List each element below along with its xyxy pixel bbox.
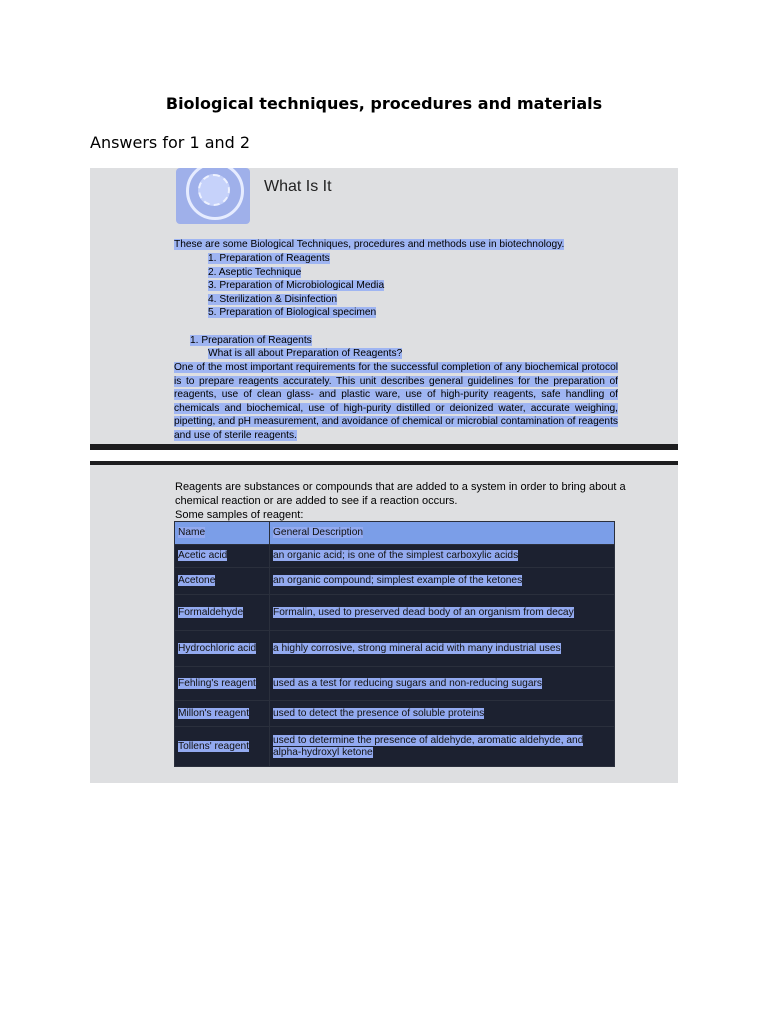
reagent-description: used to determine the presence of aldehyde, aromatic aldehyde, and alpha-hydroxyl ketone <box>270 727 615 767</box>
list-item: 4. Sterilization & Disinfection <box>208 293 338 305</box>
reagent-description: an organic acid; is one of the simplest carboxylic acids <box>270 545 615 568</box>
reagent-name: Millon's reagent <box>175 701 270 727</box>
list-item: 2. Aseptic Technique <box>208 266 302 278</box>
table-row <box>175 727 615 767</box>
document-title: Biological techniques, procedures and materials <box>165 94 603 113</box>
table-row <box>175 667 615 701</box>
reagent-description: used to detect the presence of soluble proteins <box>270 701 615 727</box>
reagent-name: Acetic acid <box>175 545 270 568</box>
table-row <box>175 595 615 631</box>
reagent-description: Formalin, used to preserved dead body of an organism from decay <box>270 595 615 631</box>
reagent-name: Acetone <box>175 568 270 595</box>
subsection-question: What is all about Preparation of Reagents? <box>208 348 403 359</box>
column-header-name: Name <box>175 522 270 545</box>
reagent-description: a highly corrosive, strong mineral acid with many industrial uses <box>270 631 615 667</box>
list-item: 3. Preparation of Microbiological Media <box>208 280 385 291</box>
reagent-description: an organic compound; simplest example of the ketones <box>270 568 615 595</box>
preparation-paragraph: One of the most important requirements for the successful completion of any biochemical protocol is to prepare reagents accurately. This unit describes general guidelines for the preparation of reagents, use of clean glass- and plastic ware, use of high-purity reagents, safe handling of chemicals and biochemical, use of high-purity distilled or deionized water, accurate weighing, pipetting, and pH measurement, and avoidance of chemical or microbial contamination of reagents and use of sterile reagents. <box>174 362 618 441</box>
samples-label: Some samples of reagent: <box>175 509 304 521</box>
document-subtitle: Answers for 1 and 2 <box>90 133 251 152</box>
list-item: 1. Preparation of Reagents <box>208 253 330 264</box>
table-row <box>175 568 615 595</box>
intro-text: These are some Biological Techniques, procedures and methods use in biotechnology. <box>174 239 565 250</box>
section-heading: What Is It <box>264 178 332 195</box>
table-header-row <box>175 522 615 545</box>
subsection-heading: 1. Preparation of Reagents <box>190 335 312 346</box>
screenshot-what-is-it <box>90 168 678 450</box>
reagent-name: Formaldehyde <box>175 595 270 631</box>
table-row <box>175 545 615 568</box>
reagent-description: used as a test for reducing sugars and non-reducing sugars <box>270 667 615 701</box>
divider-bar <box>90 461 678 465</box>
video-progress-bar <box>90 444 678 450</box>
reagent-definition: Reagents are substances or compounds that are added to a system in order to bring about a chemical reaction or are added to see if a reaction occurs. <box>175 481 626 507</box>
screenshot-reagents <box>90 461 678 783</box>
reagent-table <box>174 521 615 767</box>
lesson-icon <box>176 168 250 224</box>
table-row <box>175 701 615 727</box>
reagent-name: Tollens' reagent <box>175 727 270 767</box>
reagent-name: Hydrochloric acid <box>175 631 270 667</box>
reagent-name: Fehling's reagent <box>175 667 270 701</box>
techniques-list <box>208 252 384 320</box>
list-item: 5. Preparation of Biological specimen <box>208 307 377 318</box>
column-header-description: General Description <box>270 522 615 545</box>
table-row <box>175 631 615 667</box>
